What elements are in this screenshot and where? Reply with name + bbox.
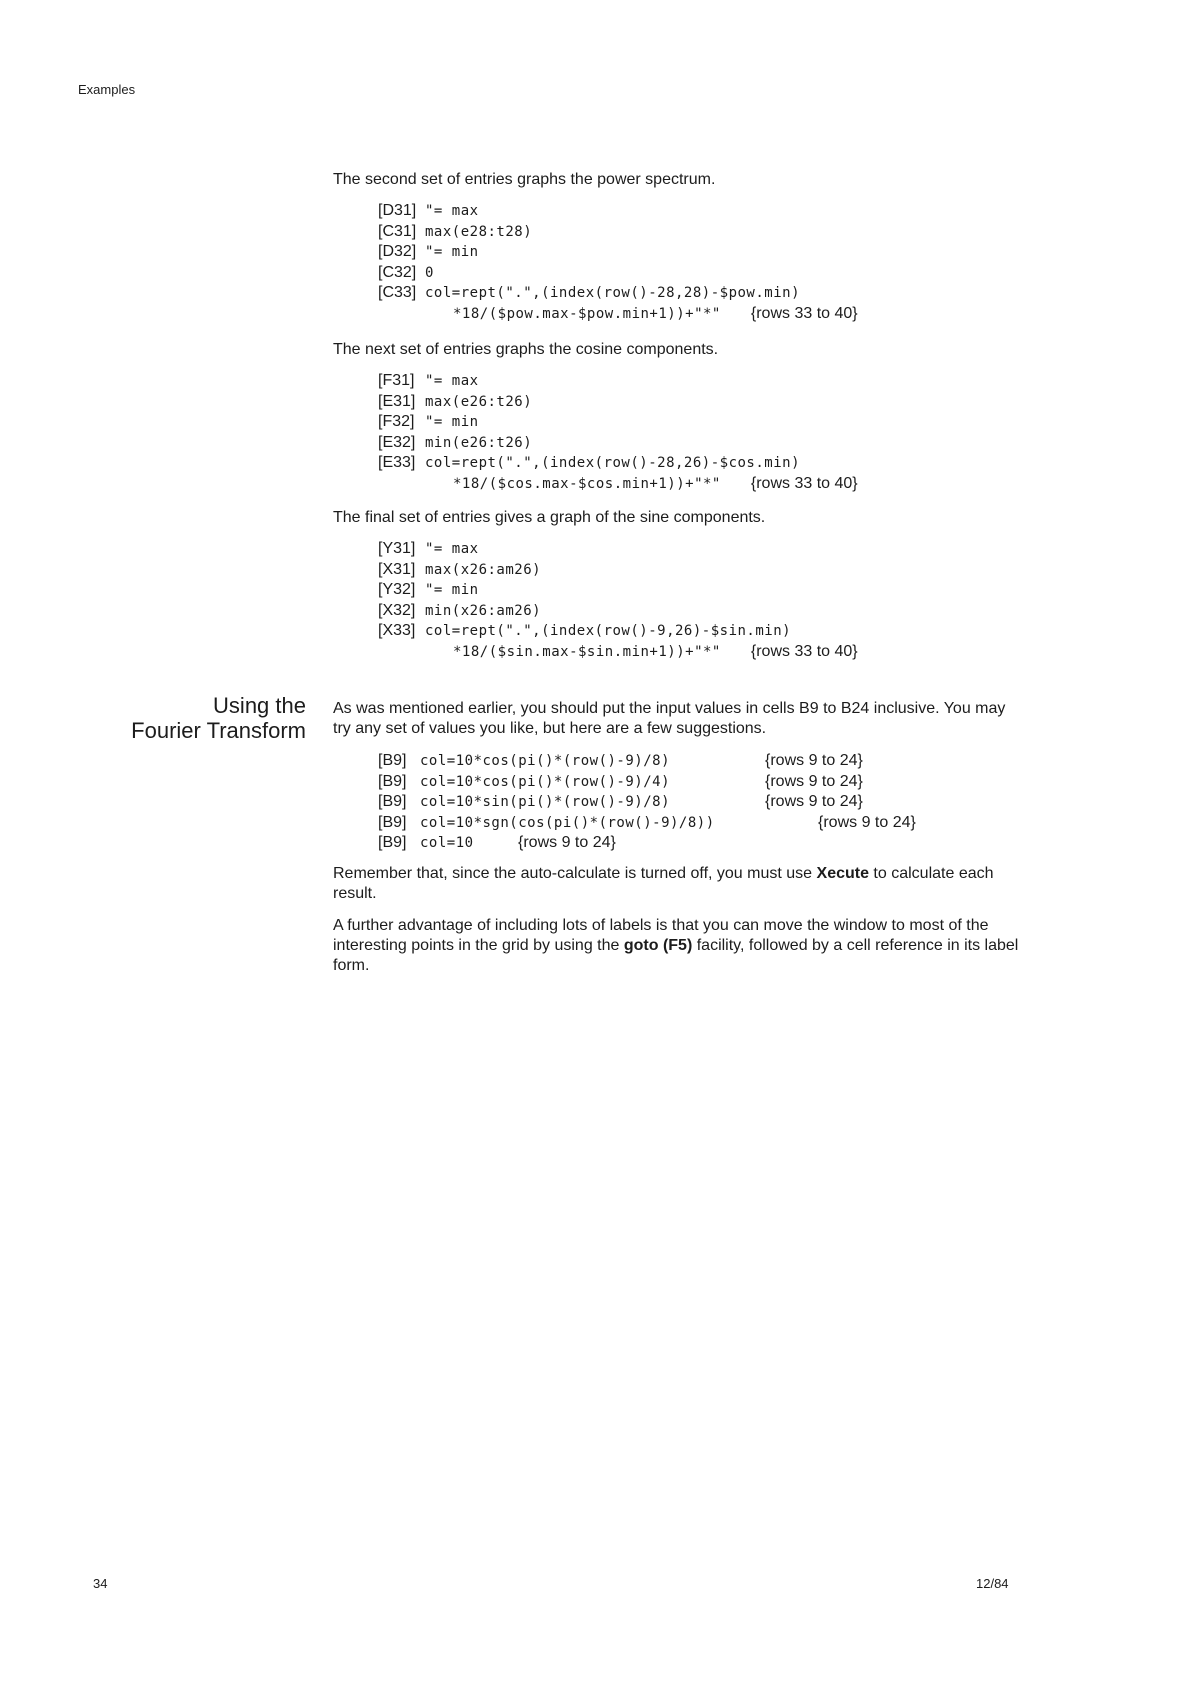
cell-ref: [E31] [378, 392, 416, 410]
formula: col=10*cos(pi()*(row()-9)/8) [420, 753, 671, 769]
formula: "= min [425, 244, 479, 260]
cell-ref: [B9] [378, 834, 407, 851]
code-continuation [378, 643, 858, 664]
formula: col=10*sgn(cos(pi()*(row()-9)/8)) [420, 814, 715, 831]
sine-intro: The final set of entries gives a graph of the sine components. [333, 509, 766, 526]
heading-line: Using the [213, 693, 306, 718]
formula: col=rept(".",(index(row()-9,26)-$sin.min) [425, 623, 792, 639]
cell-ref: [C32] [378, 263, 417, 281]
sine-code [378, 540, 858, 663]
page-date: 12/84 [976, 1576, 1009, 1591]
code-line [378, 793, 916, 814]
formula: min(x26:am26) [425, 602, 542, 619]
formula: col=rept(".",(index(row()-28,26)-$cos.min) [425, 455, 801, 471]
cell-ref: [D32] [378, 243, 417, 260]
page-number: 34 [93, 1576, 108, 1591]
formula: max(e26:t26) [425, 393, 533, 410]
cell-ref: [C31] [378, 222, 417, 240]
code-line [378, 223, 858, 244]
text-run: A further advantage of including lots of labels is that you can move the window to most of the interesting points in the grid by using the [333, 917, 989, 954]
cell-ref: [B9] [378, 772, 407, 790]
code-line [378, 284, 858, 305]
suggestions-code [378, 752, 916, 855]
code-line [378, 622, 858, 643]
cell-ref: [B9] [378, 752, 407, 769]
xecute-command: Xecute [816, 865, 869, 882]
formula: *18/($cos.max-$cos.min+1))+"*" [453, 475, 721, 492]
remember-paragraph [333, 864, 1025, 904]
formula: "= min [425, 582, 479, 598]
text-run: Remember that, since the auto-calculate is turned off, you must use [333, 865, 817, 882]
code-line [378, 540, 858, 561]
fourier-intro: As was mentioned earlier, you should put the input values in cells B9 to B24 inclusive. You may try any set of values you like, but here are a few suggestions. [333, 700, 1006, 737]
range-note: {rows 33 to 40} [750, 474, 858, 492]
code-continuation [378, 475, 858, 496]
code-line [378, 393, 858, 414]
cell-ref: [Y31] [378, 540, 416, 557]
cell-ref: [E32] [378, 433, 416, 451]
cell-ref: [D31] [378, 202, 417, 219]
power-spectrum-intro: The second set of entries graphs the power spectrum. [333, 171, 716, 188]
code-line [378, 752, 916, 773]
section-label: Examples [78, 82, 136, 97]
formula: col=10*sin(pi()*(row()-9)/8) [420, 794, 671, 810]
range-note: {rows 33 to 40} [750, 304, 858, 322]
formula: min(e26:t26) [425, 434, 533, 451]
cosine-intro: The next set of entries graphs the cosine components. [333, 341, 719, 358]
formula: "= min [425, 414, 479, 430]
formula: col=10 [420, 835, 474, 851]
cell-ref: [Y32] [378, 581, 416, 598]
cell-ref: [X31] [378, 560, 416, 578]
heading-line: Fourier Transform [131, 718, 306, 743]
formula: max(x26:am26) [425, 561, 542, 578]
formula: 0 [425, 264, 434, 281]
further-paragraph [333, 916, 1025, 976]
code-continuation [378, 305, 858, 326]
cosine-code [378, 372, 858, 495]
cell-ref: [X33] [378, 622, 416, 639]
code-line [378, 581, 858, 602]
formula: *18/($sin.max-$sin.min+1))+"*" [453, 643, 721, 660]
formula: *18/($pow.max-$pow.min+1))+"*" [453, 305, 721, 322]
code-line [378, 243, 858, 264]
code-line [378, 434, 858, 455]
code-line [378, 202, 858, 223]
code-line [378, 372, 858, 393]
range-note: {rows 9 to 24} [765, 793, 863, 810]
goto-command: goto [623, 937, 659, 954]
cell-ref: [E33] [378, 454, 416, 471]
code-line [378, 264, 858, 285]
section-heading [131, 693, 306, 743]
code-line [378, 773, 916, 794]
range-note: {rows 33 to 40} [750, 642, 858, 660]
text-run: to calculate each result. [333, 865, 994, 902]
formula: "= max [425, 203, 479, 219]
cell-ref: [F31] [378, 372, 415, 389]
code-line [378, 413, 858, 434]
code-line [378, 602, 858, 623]
cell-ref: [C33] [378, 284, 417, 301]
code-line [378, 814, 916, 835]
text-run: facility, followed by a cell reference in its label form. [333, 937, 1019, 974]
power-spectrum-code [378, 202, 858, 325]
range-note: {rows 9 to 24} [518, 834, 616, 851]
code-line [378, 454, 858, 475]
formula: "= max [425, 541, 479, 557]
range-note: {rows 9 to 24} [765, 772, 863, 790]
formula: col=10*cos(pi()*(row()-9)/4) [420, 773, 671, 790]
formula: max(e28:t28) [425, 223, 533, 240]
f5-key: (F5) [662, 937, 693, 954]
cell-ref: [X32] [378, 601, 416, 619]
formula: "= max [425, 373, 479, 389]
formula: col=rept(".",(index(row()-28,28)-$pow.min) [425, 285, 801, 301]
range-note: {rows 9 to 24} [765, 752, 863, 769]
range-note: {rows 9 to 24} [818, 813, 916, 831]
code-line [378, 834, 916, 855]
cell-ref: [B9] [378, 813, 407, 831]
cell-ref: [B9] [378, 793, 407, 810]
code-line [378, 561, 858, 582]
cell-ref: [F32] [378, 413, 415, 430]
